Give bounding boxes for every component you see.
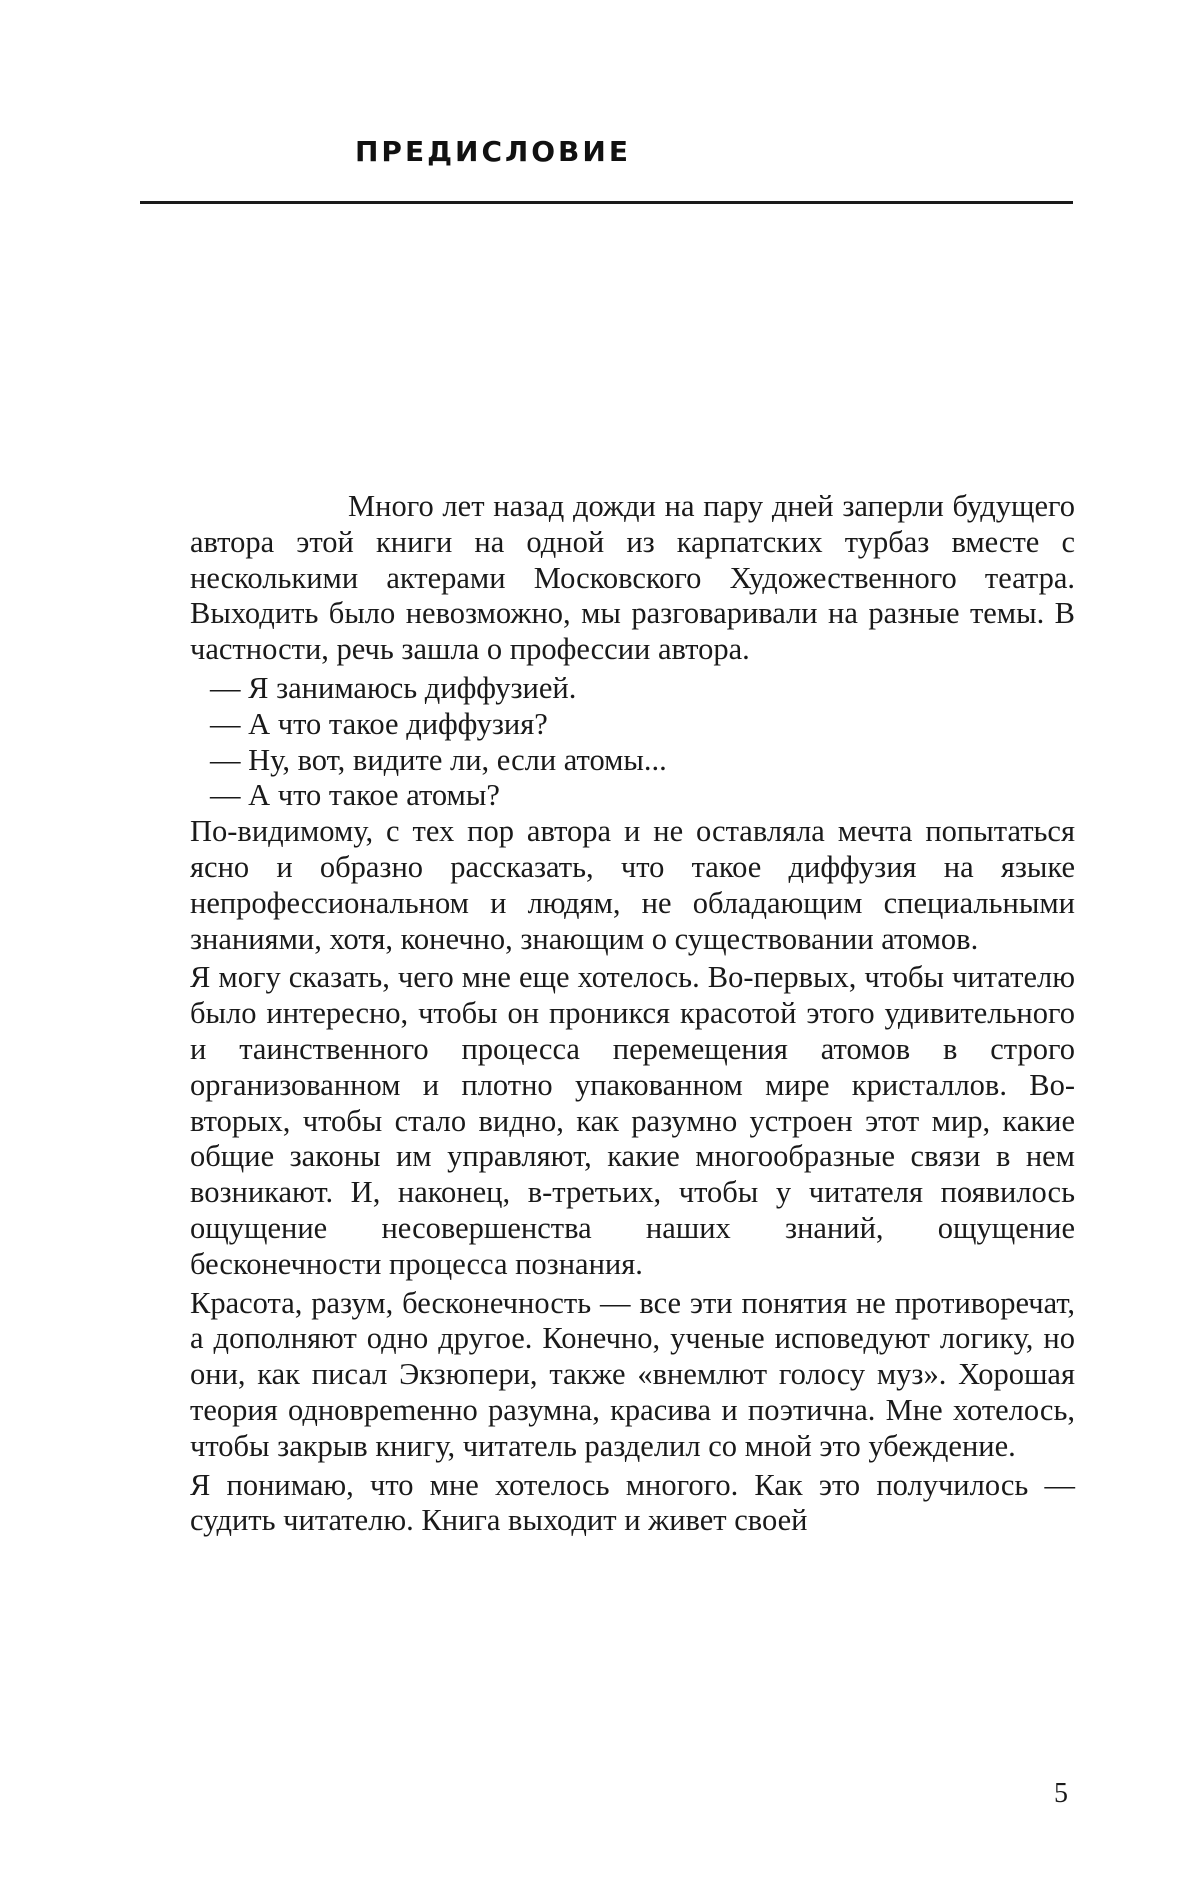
dialogue-line: — Ну, вот, видите ли, если атомы... bbox=[190, 743, 1075, 779]
paragraph-goals: Я могу сказать, чего мне еще хотелось. Во-первых, чтобы читателю было интересно, чтобы он проникся кра­сотой этого удивительного и таинственного процесса пе­ремещения атомов в строго организованном и плотно упакованном мире кристаллов. Во-вторых, чтобы стало видно, как разумно устроен этот мир, какие общие за­коны им управляют, какие многообразные связи в нем возникают. И, наконец, в-третьих, чтобы у читателя по­явилось ощущение несовершенства наших знаний, ощу­щение бесконечности процесса познания. bbox=[190, 960, 1075, 1282]
page-number: 5 bbox=[1054, 1778, 1068, 1810]
paragraph-beauty: Красота, разум, бесконечность — все эти понятия не противоречат, а дополняют одно другое. Конечно, уче­ные исповедуют логику, но они, как писал Экзюпери, также «внемлют голосу муз». Хорошая теория одновре­mенно разумна, красива и поэтична. Мне хотелось, что­бы закрыв книгу, читатель разделил со мной это убеж­дение. bbox=[190, 1286, 1075, 1465]
paragraph-intro: Много лет назад дожди на пару дней за­перли будущего автора этой книги на одной из карпат­ских турбаз вместе с несколькими актерами Московско­го Художественного театра. Выходить было невозмож­но, мы разговаривали на разные темы. В частности, речь зашла о профессии автора. bbox=[190, 489, 1075, 668]
dialogue-line: — А что такое атомы? bbox=[190, 778, 1075, 814]
paragraph-closing: Я понимаю, что мне хотелось многого. Как это полу­чилось — судить читателю. Книга выходит и живет своей bbox=[190, 1468, 1075, 1540]
paragraph-motivation: По-видимому, с тех пор автора и не оставляла меч­та попытаться ясно и образно рассказать, что такое диффузия на языке непрофессиональном и людям, не обладающим специальными знаниями, хотя, конечно, знающим о существовании атомов. bbox=[190, 814, 1075, 957]
dialogue-line: — А что такое диффузия? bbox=[190, 707, 1075, 743]
body-text bbox=[190, 489, 1075, 1542]
title-underline bbox=[140, 201, 1073, 204]
dialogue-line: — Я занимаюсь диффузией. bbox=[190, 671, 1075, 707]
page-title: ПРЕДИСЛОВИЕ bbox=[355, 135, 631, 168]
